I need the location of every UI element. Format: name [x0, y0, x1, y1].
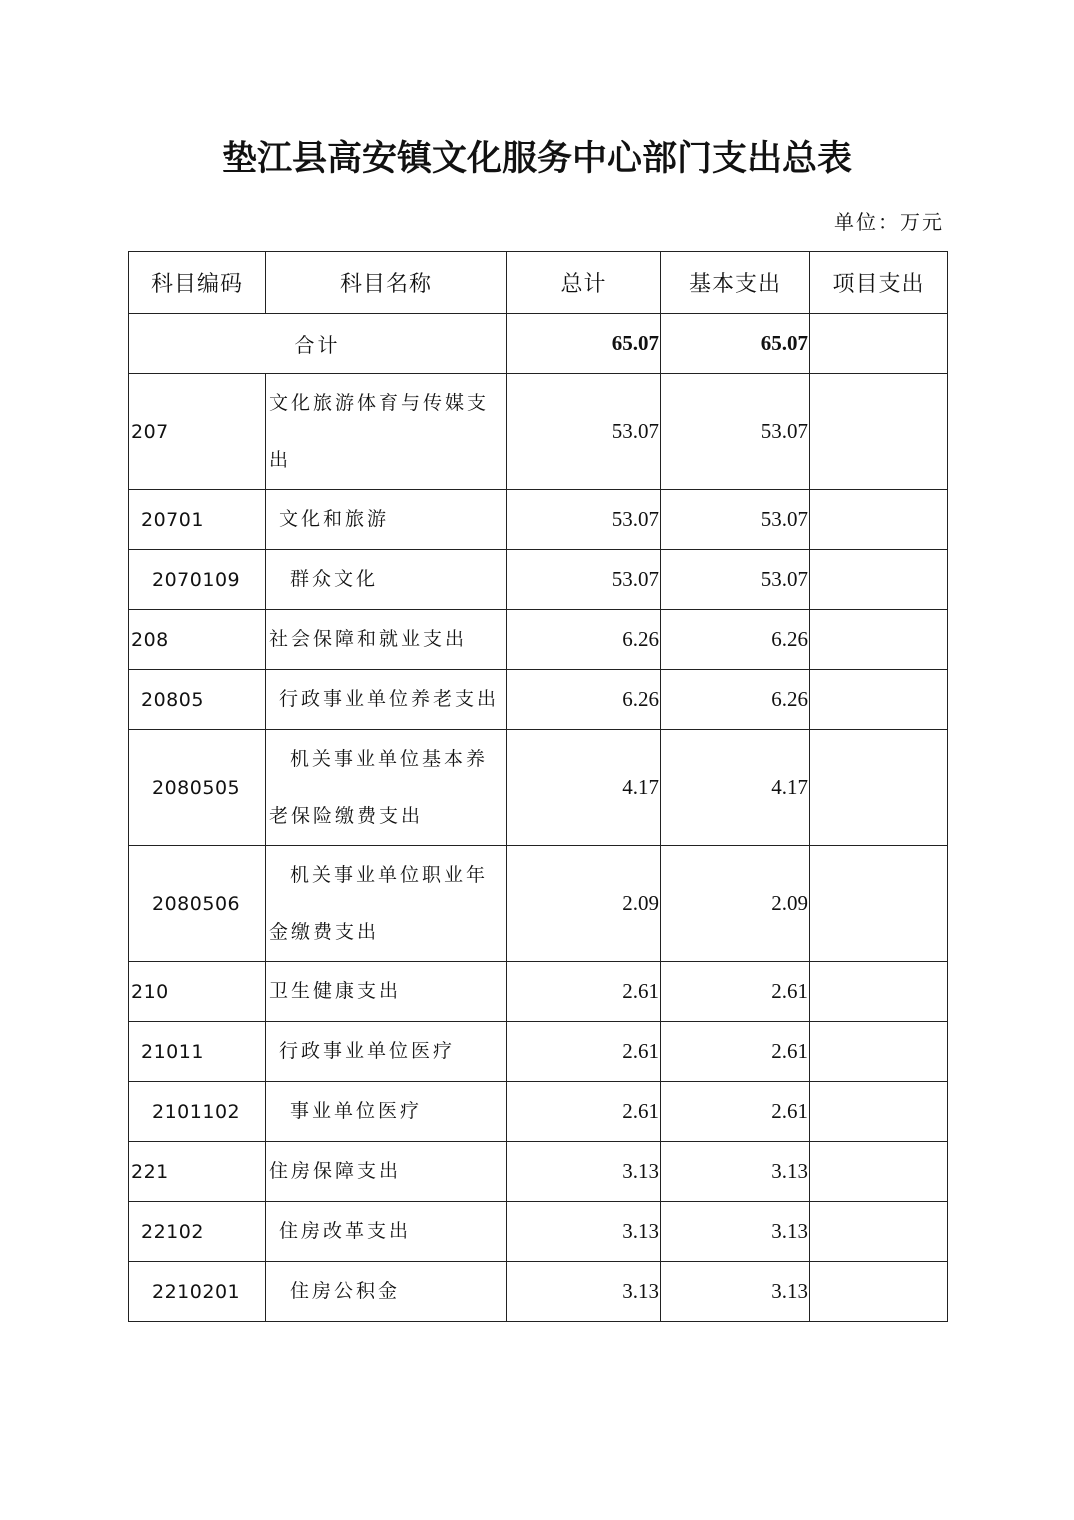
row-name [266, 846, 507, 962]
table-row [129, 962, 948, 1022]
row-code: 208 [129, 610, 266, 670]
unit-label: 单位：万元 [834, 210, 944, 234]
table-row [129, 1022, 948, 1082]
table-row [129, 670, 948, 730]
row-basic: 53.07 [661, 490, 810, 550]
total-sum: 65.07 [507, 314, 661, 374]
table-row [129, 1262, 948, 1322]
row-project [810, 1262, 948, 1322]
row-name: 事业单位医疗 [266, 1082, 507, 1142]
table-row [129, 610, 948, 670]
row-total: 3.13 [507, 1202, 661, 1262]
row-total: 3.13 [507, 1262, 661, 1322]
row-code: 221 [129, 1142, 266, 1202]
row-project [810, 962, 948, 1022]
header-name: 科目名称 [266, 252, 507, 314]
row-project [810, 670, 948, 730]
row-code: 207 [129, 374, 266, 490]
row-name: 群众文化 [266, 550, 507, 610]
row-basic: 2.61 [661, 962, 810, 1022]
table-row [129, 1142, 948, 1202]
table-row [129, 490, 948, 550]
row-name: 行政事业单位医疗 [266, 1022, 507, 1082]
row-total: 6.26 [507, 610, 661, 670]
row-code: 2070109 [129, 550, 266, 610]
row-total: 6.26 [507, 670, 661, 730]
row-project [810, 610, 948, 670]
row-basic: 6.26 [661, 610, 810, 670]
row-name-text: 机关事业单位基本养老保险缴费支出 [269, 747, 489, 827]
row-basic: 4.17 [661, 730, 810, 846]
row-total: 53.07 [507, 374, 661, 490]
row-code: 22102 [129, 1202, 266, 1262]
row-project [810, 730, 948, 846]
row-code: 21011 [129, 1022, 266, 1082]
row-code: 20805 [129, 670, 266, 730]
row-basic: 2.61 [661, 1082, 810, 1142]
row-project [810, 1082, 948, 1142]
header-code: 科目编码 [129, 252, 266, 314]
header-basic: 基本支出 [661, 252, 810, 314]
table-header-row [129, 252, 948, 314]
table-row [129, 374, 948, 490]
row-project [810, 846, 948, 962]
row-basic: 53.07 [661, 374, 810, 490]
row-code: 2080506 [129, 846, 266, 962]
header-total: 总计 [507, 252, 661, 314]
row-basic: 53.07 [661, 550, 810, 610]
row-project [810, 1022, 948, 1082]
table-row [129, 1082, 948, 1142]
row-basic: 2.09 [661, 846, 810, 962]
row-project [810, 490, 948, 550]
row-project [810, 374, 948, 490]
row-name: 文化旅游体育与传媒支出 [266, 374, 507, 490]
total-row [129, 314, 948, 374]
row-name: 住房保障支出 [266, 1142, 507, 1202]
row-name: 住房改革支出 [266, 1202, 507, 1262]
row-total: 2.61 [507, 1082, 661, 1142]
row-basic: 2.61 [661, 1022, 810, 1082]
row-code: 2080505 [129, 730, 266, 846]
row-total: 4.17 [507, 730, 661, 846]
row-total: 53.07 [507, 550, 661, 610]
row-name-text: 机关事业单位职业年金缴费支出 [269, 863, 489, 943]
total-label: 合计 [294, 333, 341, 357]
row-code: 210 [129, 962, 266, 1022]
row-basic: 3.13 [661, 1262, 810, 1322]
table-row [129, 846, 948, 962]
header-project: 项目支出 [810, 252, 948, 314]
row-code: 20701 [129, 490, 266, 550]
row-name: 行政事业单位养老支出 [266, 670, 507, 730]
document-title: 垫江县高安镇文化服务中心部门支出总表 [221, 138, 852, 179]
row-project [810, 1142, 948, 1202]
expense-summary-table [128, 251, 948, 1322]
row-code: 2101102 [129, 1082, 266, 1142]
table-row [129, 1202, 948, 1262]
row-total: 2.61 [507, 1022, 661, 1082]
table-row [129, 550, 948, 610]
row-basic: 6.26 [661, 670, 810, 730]
row-project [810, 1202, 948, 1262]
row-name [266, 730, 507, 846]
row-total: 53.07 [507, 490, 661, 550]
row-total: 2.09 [507, 846, 661, 962]
row-code: 2210201 [129, 1262, 266, 1322]
row-name: 社会保障和就业支出 [266, 610, 507, 670]
table-row [129, 730, 948, 846]
total-project [810, 314, 948, 374]
row-name: 卫生健康支出 [266, 962, 507, 1022]
row-basic: 3.13 [661, 1202, 810, 1262]
row-name: 文化和旅游 [266, 490, 507, 550]
row-project [810, 550, 948, 610]
row-total: 3.13 [507, 1142, 661, 1202]
row-basic: 3.13 [661, 1142, 810, 1202]
row-name: 住房公积金 [266, 1262, 507, 1322]
row-total: 2.61 [507, 962, 661, 1022]
total-basic: 65.07 [661, 314, 810, 374]
